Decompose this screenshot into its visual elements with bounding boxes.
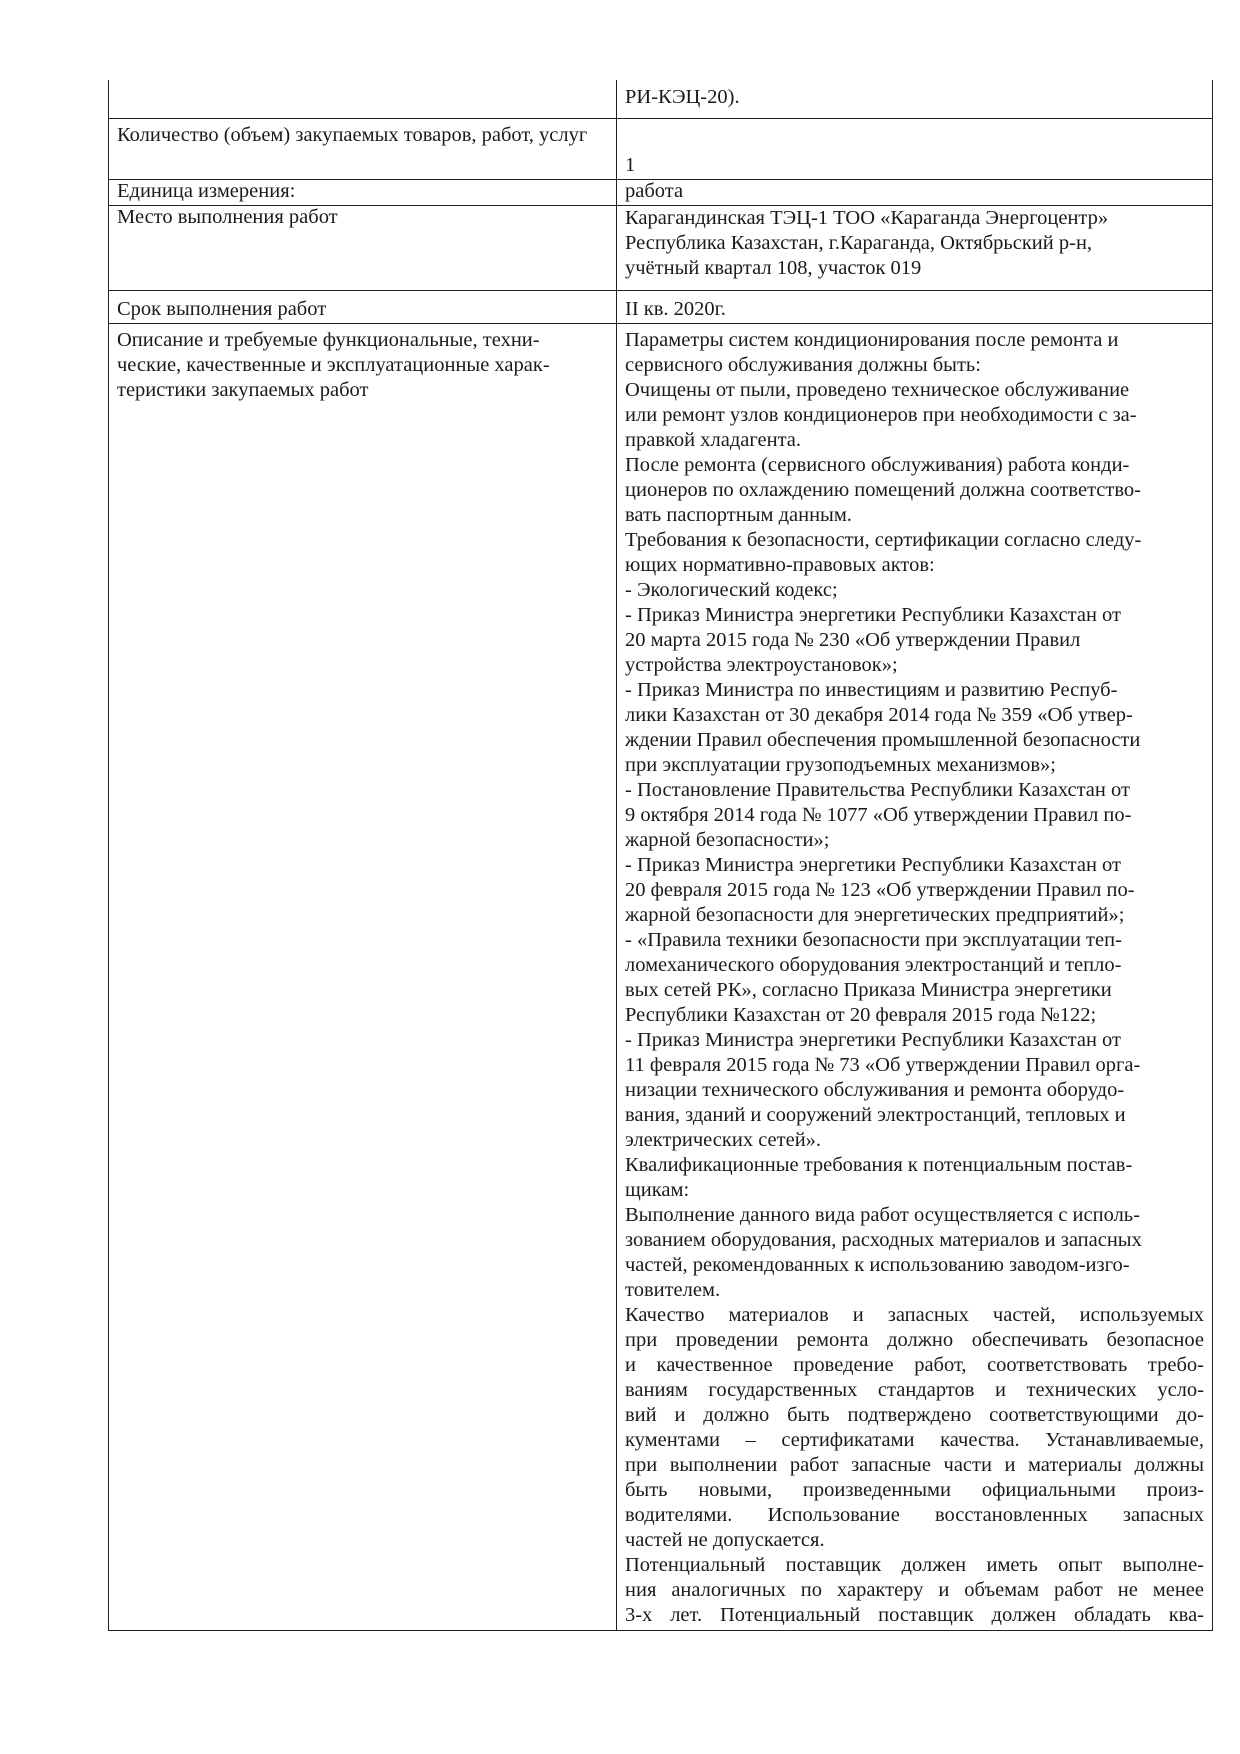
description-line: Выполнение данного вида работ осуществляется с исполь- xyxy=(625,1204,1140,1226)
quantity-value: 1 xyxy=(617,119,1213,180)
place-line: Карагандинская ТЭЦ-1 ТОО «Караганда Энергоцентр» xyxy=(625,207,1109,229)
description-line: 9 октября 2014 года № 1077 «Об утверждении Правил по- xyxy=(625,804,1132,826)
description-label-line: ческие, качественные и эксплуатационные харак- xyxy=(117,354,550,376)
row0-left-cell xyxy=(109,80,617,119)
description-text xyxy=(617,324,1213,1631)
description-line: вания, зданий и сооружений электростанций, тепловых и xyxy=(625,1104,1126,1126)
description-line: - Приказ Министра энергетики Республики Казахстан от xyxy=(625,1029,1121,1051)
table-row-unit xyxy=(109,180,1213,206)
description-label xyxy=(109,324,617,1631)
description-line: при эксплуатации грузоподъемных механизмов»; xyxy=(625,754,1056,776)
description-line: ждении Правил обеспечения промышленной безопасности xyxy=(625,729,1141,751)
description-line: - Приказ Министра по инвестициям и развитию Респуб- xyxy=(625,679,1118,701)
place-line: Республика Казахстан, г.Караганда, Октябрьский р-н, xyxy=(625,232,1093,254)
unit-label: Единица измерения: xyxy=(109,180,617,206)
description-line: при проведении ремонта должно обеспечивать безопасное xyxy=(625,1329,1204,1351)
description-line: жарной безопасности»; xyxy=(625,829,830,851)
description-line: Республики Казахстан от 20 февраля 2015 года №122; xyxy=(625,1004,1097,1026)
description-line: ющих нормативно-правовых актов: xyxy=(625,554,935,576)
description-line: Квалификационные требования к потенциальным постав- xyxy=(625,1154,1133,1176)
place-value xyxy=(617,206,1213,291)
description-line: - Экологический кодекс; xyxy=(625,579,838,601)
table-row-description xyxy=(109,324,1213,1631)
description-line: лики Казахстан от 30 декабря 2014 года № 359 «Об утвер- xyxy=(625,704,1133,726)
description-line: - Приказ Министра энергетики Республики Казахстан от xyxy=(625,604,1121,626)
description-line: щикам: xyxy=(625,1179,690,1201)
table-row-place xyxy=(109,206,1213,291)
table-row-continuation xyxy=(109,80,1213,119)
description-line: кументами – сертификатами качества. Устанавливаемые, xyxy=(625,1429,1204,1451)
description-line: зованием оборудования, расходных материалов и запасных xyxy=(625,1229,1142,1251)
description-label-line: теристики закупаемых работ xyxy=(117,379,369,401)
description-line: водителями. Использование восстановленных запасных xyxy=(625,1504,1204,1526)
description-line: 20 февраля 2015 года № 123 «Об утверждении Правил по- xyxy=(625,879,1135,901)
quantity-label: Количество (объем) закупаемых товаров, работ, услуг xyxy=(109,119,617,180)
description-line: ционеров по охлаждению помещений должна соответство- xyxy=(625,479,1141,501)
description-line: - Постановление Правительства Республики Казахстан от xyxy=(625,779,1130,801)
description-line: электрических сетей». xyxy=(625,1129,822,1151)
table-row-term xyxy=(109,291,1213,324)
description-line: 20 марта 2015 года № 230 «Об утверждении Правил xyxy=(625,629,1081,651)
description-line: После ремонта (сервисного обслуживания) работа конди- xyxy=(625,454,1130,476)
description-line: сервисного обслуживания должны быть: xyxy=(625,354,981,376)
description-line: товителем. xyxy=(625,1279,721,1301)
description-line: Параметры систем кондиционирования после ремонта и xyxy=(625,329,1119,351)
row0-right-cell: РИ-КЭЦ-20). xyxy=(617,80,1213,119)
unit-value: работа xyxy=(617,180,1213,206)
term-label: Срок выполнения работ xyxy=(109,291,617,324)
description-line: и качественное проведение работ, соответствовать требо- xyxy=(625,1354,1204,1376)
description-line: правкой хладагента. xyxy=(625,429,802,451)
description-line: устройства электроустановок»; xyxy=(625,654,898,676)
description-line: ваниям государственных стандартов и технических усло- xyxy=(625,1379,1204,1401)
description-line: низации технического обслуживания и ремонта оборудо- xyxy=(625,1079,1125,1101)
description-line: Требования к безопасности, сертификации согласно следу- xyxy=(625,529,1142,551)
description-label-line: Описание и требуемые функциональные, техни- xyxy=(117,329,540,351)
description-line: вий и должно быть подтверждено соответствующими до- xyxy=(625,1404,1204,1426)
term-value: II кв. 2020г. xyxy=(617,291,1213,324)
place-label: Место выполнения работ xyxy=(109,206,617,291)
place-line: учётный квартал 108, участок 019 xyxy=(625,257,922,279)
description-line: частей не допускается. xyxy=(625,1529,825,1551)
table-row-quantity xyxy=(109,119,1213,180)
description-line: при выполнении работ запасные части и материалы должны xyxy=(625,1454,1204,1476)
description-line: Очищены от пыли, проведено техническое обслуживание xyxy=(625,379,1130,401)
description-line: - «Правила техники безопасности при эксплуатации теп- xyxy=(625,929,1122,951)
description-line: жарной безопасности для энергетических предприятий»; xyxy=(625,904,1125,926)
description-line: вых сетей РК», согласно Приказа Министра энергетики xyxy=(625,979,1112,1001)
description-line: 3-х лет. Потенциальный поставщик должен обладать ква- xyxy=(625,1604,1204,1626)
description-line: вать паспортным данным. xyxy=(625,504,852,526)
description-line: частей, рекомендованных к использованию заводом-изго- xyxy=(625,1254,1130,1276)
description-line: - Приказ Министра энергетики Республики Казахстан от xyxy=(625,854,1121,876)
description-line: Качество материалов и запасных частей, используемых xyxy=(625,1304,1204,1326)
description-line: ния аналогичных по характеру и объемам работ не менее xyxy=(625,1579,1204,1601)
description-line: ломеханического оборудования электростанций и тепло- xyxy=(625,954,1122,976)
description-line: или ремонт узлов кондиционеров при необходимости с за- xyxy=(625,404,1137,426)
description-line: 11 февраля 2015 года № 73 «Об утверждении Правил орга- xyxy=(625,1054,1141,1076)
description-line: быть новыми, произведенными официальными произ- xyxy=(625,1479,1204,1501)
requirements-table xyxy=(108,80,1213,1631)
description-line: Потенциальный поставщик должен иметь опыт выполне- xyxy=(625,1554,1204,1576)
